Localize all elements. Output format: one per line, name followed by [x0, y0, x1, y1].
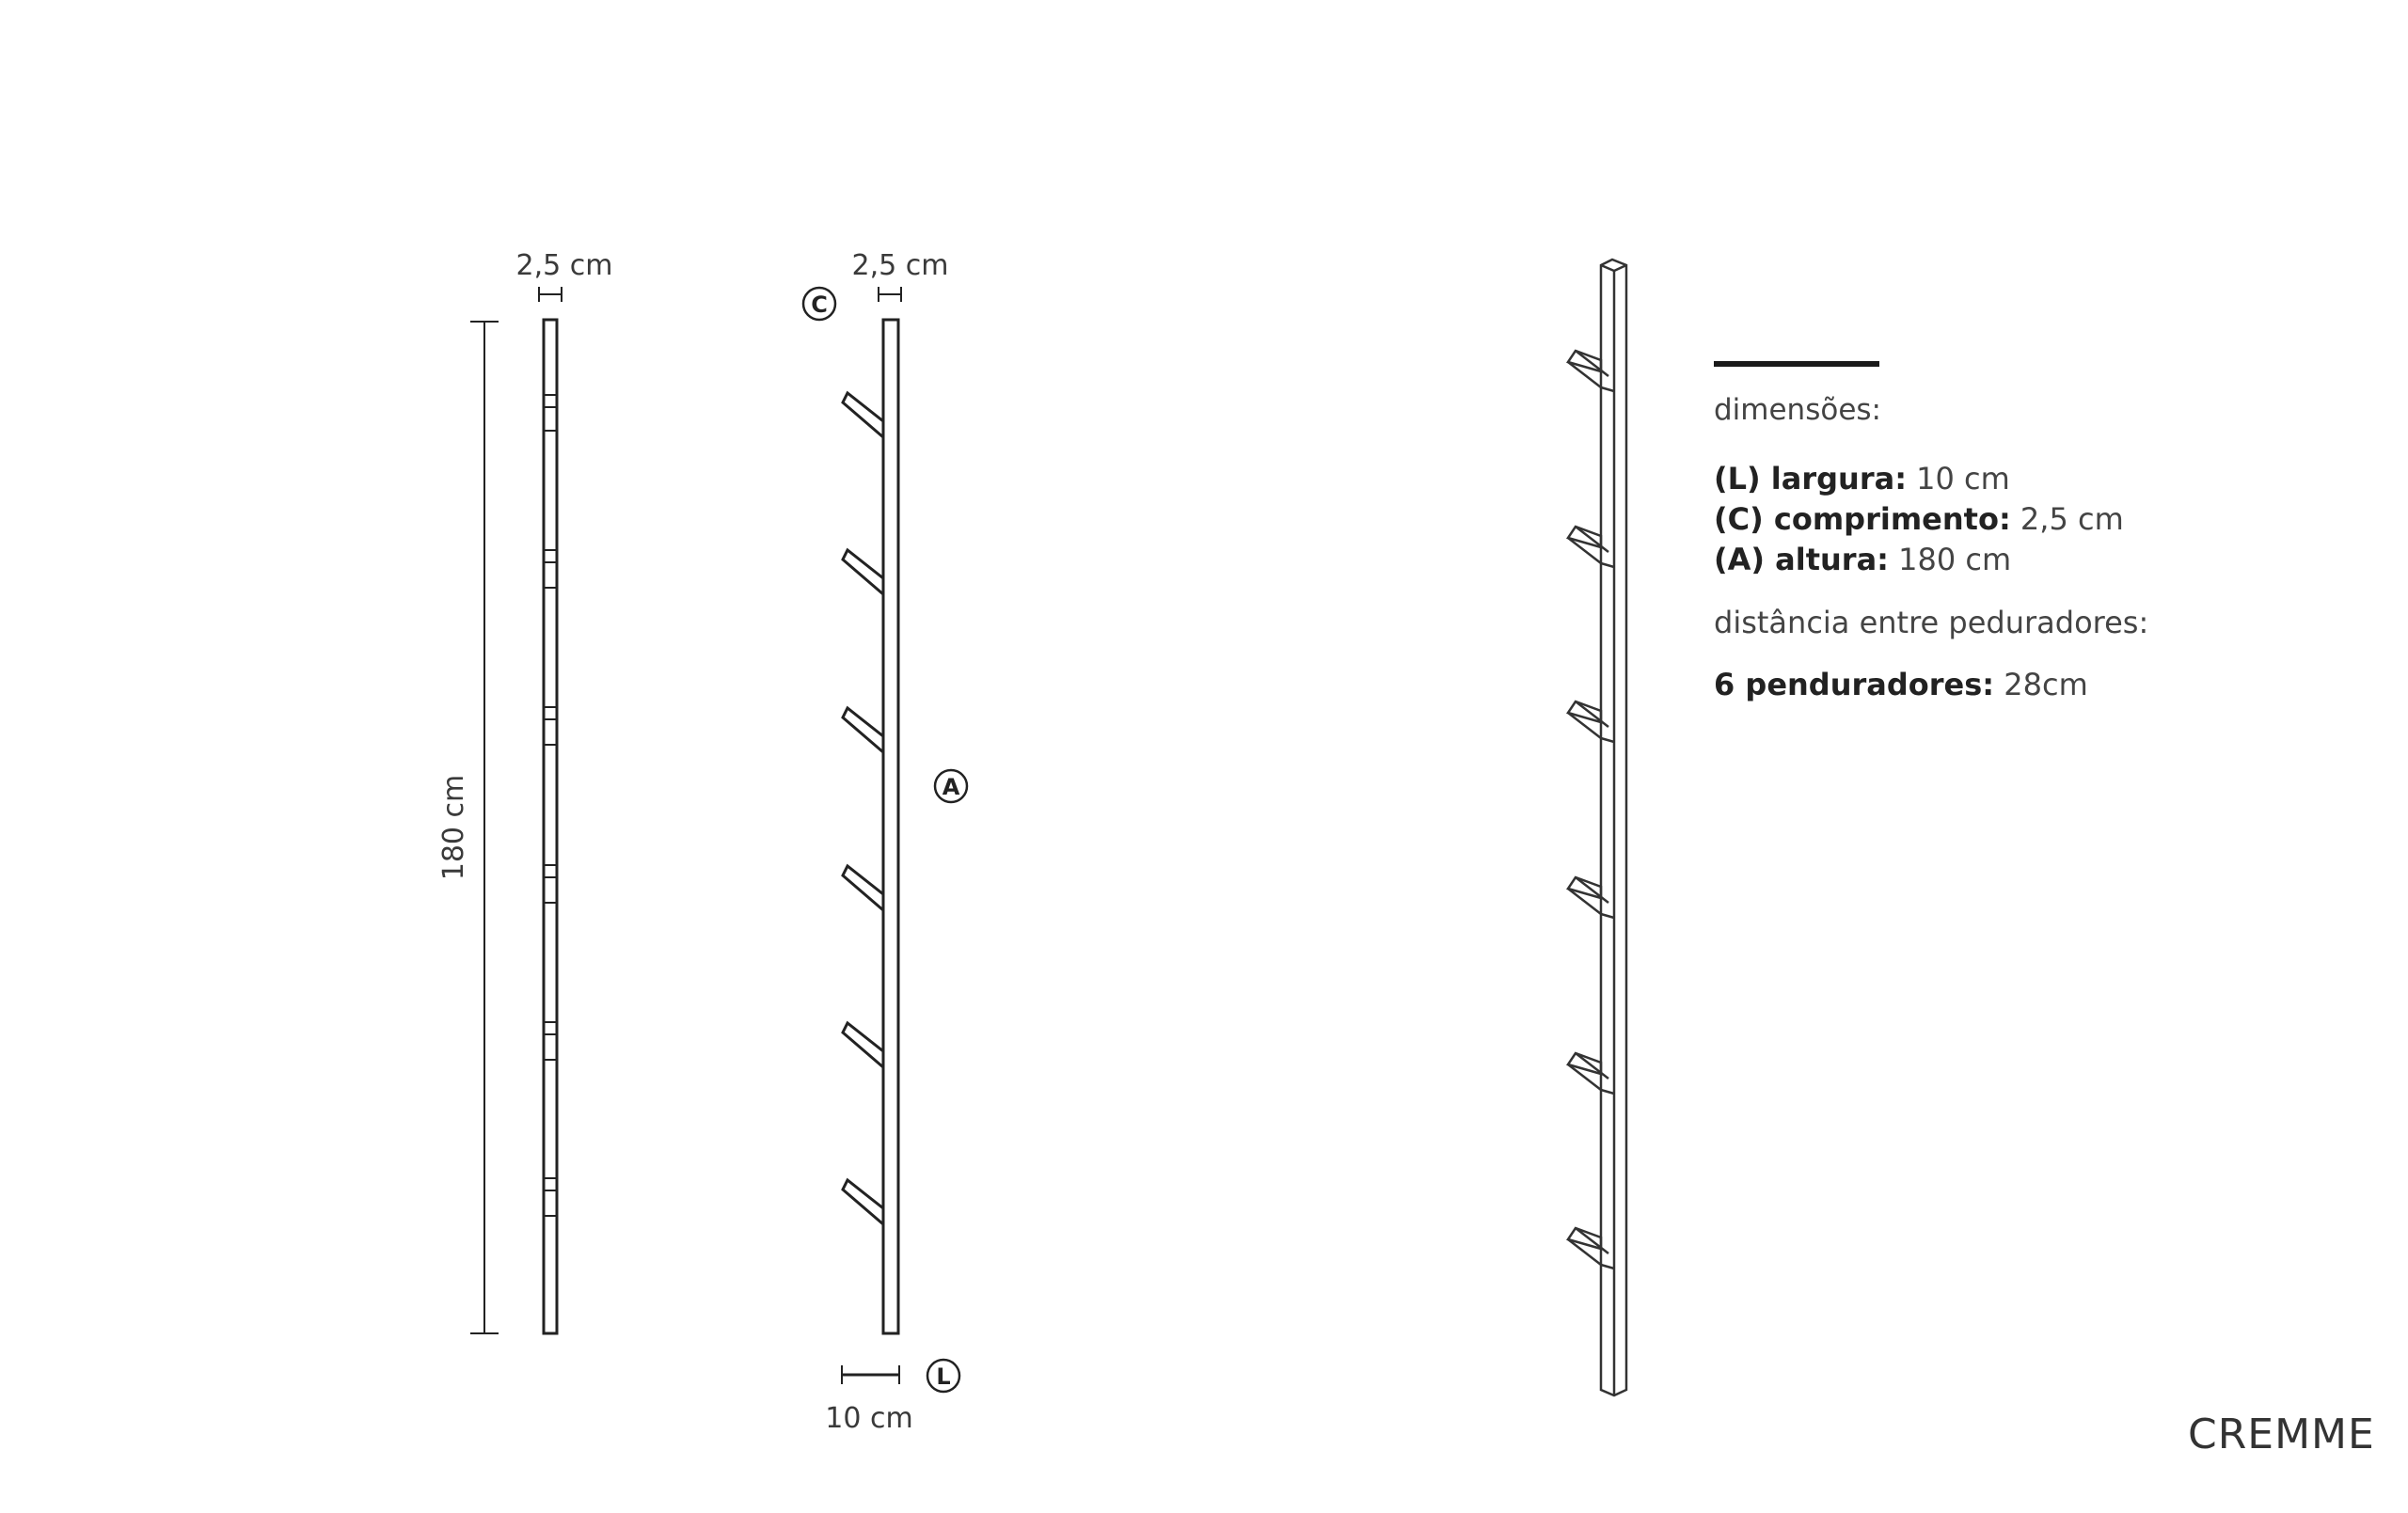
front-bottom-label: 10 cm — [825, 1402, 913, 1435]
front-hooks — [843, 393, 883, 1224]
spec-row-length — [1714, 499, 2278, 540]
front-bar — [883, 320, 898, 1333]
spec-row-width — [1714, 459, 2278, 499]
spec-row-value: 2,5 cm — [2010, 501, 2124, 537]
side-width-label: 2,5 cm — [515, 249, 613, 282]
spec-row-value: 28cm — [1994, 667, 2088, 702]
spec-divider — [1714, 361, 1879, 367]
spec-row-height — [1714, 540, 2278, 580]
spec-row-hooks — [1714, 665, 2278, 705]
marker-l: L — [936, 1363, 951, 1390]
spec-row-key: (A) altura: — [1714, 542, 1889, 577]
spec-row-key: (L) largura: — [1714, 461, 1907, 496]
perspective-hooks — [1568, 351, 1614, 1269]
spec-panel — [1714, 361, 2278, 705]
side-view — [470, 287, 562, 1333]
spec-row-key: (C) comprimento: — [1714, 501, 2011, 537]
marker-a: A — [942, 774, 960, 800]
spec-heading: dimensões: — [1714, 393, 1881, 427]
side-notches — [544, 395, 557, 1216]
side-bar — [544, 320, 557, 1333]
front-view — [803, 287, 967, 1392]
spec-row-value: 180 cm — [1888, 542, 2012, 577]
front-width-label: 2,5 cm — [851, 249, 949, 282]
spec-row-key: 6 penduradores: — [1714, 667, 1995, 702]
side-height-label: 180 cm — [437, 774, 470, 881]
spec-row-value: 10 cm — [1906, 461, 2010, 496]
spec-distance-heading: distância entre peduradores: — [1714, 605, 2149, 640]
perspective-view — [1568, 260, 1626, 1395]
marker-c: C — [811, 292, 828, 318]
brand-logo: CREMME — [2188, 1411, 2375, 1458]
